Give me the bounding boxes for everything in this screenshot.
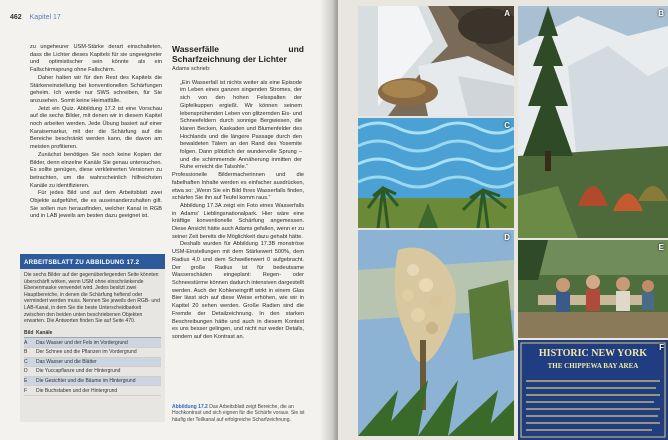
mountain-illustration (518, 6, 668, 238)
photo-label-a: A (504, 9, 510, 18)
paragraph: Zunächst benötigen Sie noch keine Kopien der Bilder, denn einzelne Kanäle Sie genau untersuchen. Es sollte genügen, diese verkleinerten Versionen zu betrachten, um die wahrscheinlich hilfreichsten Kanäle zu identifizieren. (30, 151, 162, 189)
row-label: Die Yuccapflanze und der Hintergrund (36, 368, 121, 375)
pool-illustration (358, 118, 514, 228)
photo-e-people (518, 240, 668, 338)
running-head (10, 14, 61, 21)
photo-a-waterfall (358, 6, 514, 116)
section-heading: Wasserfälle und Scharfzeichnung der Lichter (172, 44, 304, 64)
photo-label-b: B (658, 9, 664, 18)
photo-b-mountain (518, 6, 668, 238)
table-row (24, 386, 161, 396)
row-label: Die Gesichter und die Bäume im Hintergrund (36, 378, 136, 385)
worksheet-table (24, 329, 161, 396)
table-row (24, 377, 161, 387)
text-column-1 (30, 44, 162, 221)
waterfall-illustration (358, 6, 514, 116)
row-key: A (24, 339, 28, 346)
paragraph: Deshalb wurden für Abbildung 17.3B monströse USM-Einstellungen mit dem Stärkewert 500%, dem Radius 4,0 und dem Schwellenwert 0 aufgebracht. Der große Radius ist für bedeutsame Wasserschäden eingeplant: Regen- oder Schneestürme können dadurch intensiven dargestellt werden. Auch der Kohleneingriff wirkt in einem Glas Bier lässt sich auf diese Weise erhöhen, wie wir in Kapitel 20 sehen werden. Große Radien sind die Fremde der Detailzeichnung. In den starken Beschreibungen hätte und auch in diesem Kontext es uns besser gelingen, und nicht nur weder Details, sondern auf den Kontrast an. (172, 241, 304, 340)
table-row (24, 358, 161, 368)
photo-label-d: D (504, 233, 510, 242)
col-kanale: Kanäle (36, 330, 53, 337)
photo-label-f: F (659, 343, 664, 352)
sign-subtitle: THE CHIPPEWA BAY AREA (547, 362, 639, 370)
row-key: C (24, 358, 28, 365)
worksheet-box (20, 254, 165, 422)
paragraph: zu ungeheurer USM-Stärke derart einschalteten, dass die Lichter dieses Kapitels für sie ungeeigneter und optimistischer sein könnte als ein Fallschirmsprung ohne Fallschirm. (30, 44, 162, 74)
table-row (24, 348, 161, 358)
page-number: 462 (10, 14, 22, 21)
byline: Adams schrieb: (172, 66, 211, 72)
photo-label-e: E (658, 243, 664, 252)
worksheet-header-row (24, 329, 161, 339)
figure-caption (172, 404, 306, 423)
row-label: Das Wasser und die Blätter (36, 358, 97, 365)
paragraph: Für jedes Bild und auf dem Arbeitsblatt zwei Objekte aufgeführt, die es auseinanderzuhalten gilt. Sie sollen nun herausfinden, welcher Kanal in RGB und in LAB jeweils am besten dazu geeignet ist. (30, 190, 162, 220)
row-label: Der Schnee und die Pflanzen im Vordergrund (36, 349, 137, 356)
paragraph: Daher halten wir für den Rest des Kapitels die Stärkeneinstellung bei konventionellen Schärfungen geheim. Ich werde nur SWS schreiben, für Sie anzusehen. Somit keine Heimatfälle. (30, 74, 162, 104)
photo-label-c: C (504, 121, 510, 130)
caption-text: Das Arbeitsblatt zeigt Bereiche, die an Hochkontrast und sich eignen für die Schärfe voraus. Sie ist häufig der Teilkanal auf erfolgreiche Scharfzeichnung. (172, 404, 305, 423)
photo-d-yucca (358, 230, 514, 436)
col-bild: Bild (24, 330, 34, 337)
yucca-illustration (358, 230, 514, 436)
photo-f-sign (518, 340, 668, 440)
sign-title: HISTORIC NEW YORK (538, 348, 648, 359)
people-illustration (518, 240, 668, 338)
chapter-label: Kapitel 17 (29, 14, 61, 21)
page-gutter-shadow (320, 0, 338, 440)
paragraph: Jetzt ein Quiz. Abbildung 17.2 ist eine Vorschau auf die sechs Bilder, mit denen wir in diesem Kapitel noch arbeiten werden. Jede Übung basiert auf einer Karaisemarkur, mit der die Schärfung auf die Bereiche beschränkt werden kann, die davon am meisten profitieren. (30, 105, 162, 151)
text-column-2 (172, 44, 304, 342)
table-row (24, 367, 161, 377)
row-label: Das Wasser und der Fels im Vordergrund (36, 339, 128, 346)
worksheet-title: ARBEITSBLATT ZU ABBILDUNG 17.2 (20, 256, 165, 269)
row-key: E (24, 378, 28, 385)
block-quote: „Ein Wasserfall ist nichts weiter als eine Episode im Leben eines ganzen singenden Stromes, der sich von den hohen Felsspalten der Gipfelkuppen ergießt. Wir können seinem lebensprühenden Leben von glitzernden Eis- und Schneefeldern durch sonnige Bergwiesen, die klaren Becken, Kaskaden und Blumenfelder des Hochlands und die längere Passage durch den bewaldeten Tälern an den Rand des Yosemite folgen. Dann plötzlich der wundervolle Sprung – und die schimmernde Annäherung inmitten der Ruhe erreicht die Talsohle.“ (180, 79, 302, 171)
photo-c-pool (358, 118, 514, 228)
right-page (338, 0, 668, 440)
row-key: F (24, 387, 28, 394)
paragraph: Professionelle Bildermacherinnen und die fabelhaften Inhalte werden es einfacher ausdrücken, etwa so: „Wenn Sie ein Bild Ihres Wasserfalls finden, schärfen Sie ihn auf Teufel komm raus.“ (172, 172, 304, 202)
table-row (24, 338, 161, 348)
row-key: D (24, 368, 28, 375)
paragraph: Abbildung 17.3A zeigt ein Foto eines Wasserfalls in Adams' Lieblingsnationalpark. Hier wäre eine kräftige konventionelle Schärfung angemessen. Diese Ansicht hätte auch Adams gefallen, wenn er zu seiner Zeit bereits die Möglichkeit dazu gehabt hätte. (172, 202, 304, 240)
worksheet-intro: Die sechs Bilder auf der gegenüberliegenden Seite könnten überschärft wirken, wenn USM ohne einschränkende Ebenenmaske verwendet wird. Jedes besitzt zwei Hauptbereiche, in denen die Schärfung heftend oder vermindert werden muss. Nennen Sie jeweils den RGB- und LAB-Kanal, in dem Sie die beste Unterscheidbarkeit zwischen den beiden unten beschriebenen Objekten erwarten. Die Antworten finden Sie auf Seite 470. (24, 272, 160, 325)
row-label: Die Buchstaben und der Hintergrund (36, 387, 118, 394)
caption-ref: Abbildung 17.2 (172, 404, 208, 410)
row-key: B (24, 349, 28, 356)
